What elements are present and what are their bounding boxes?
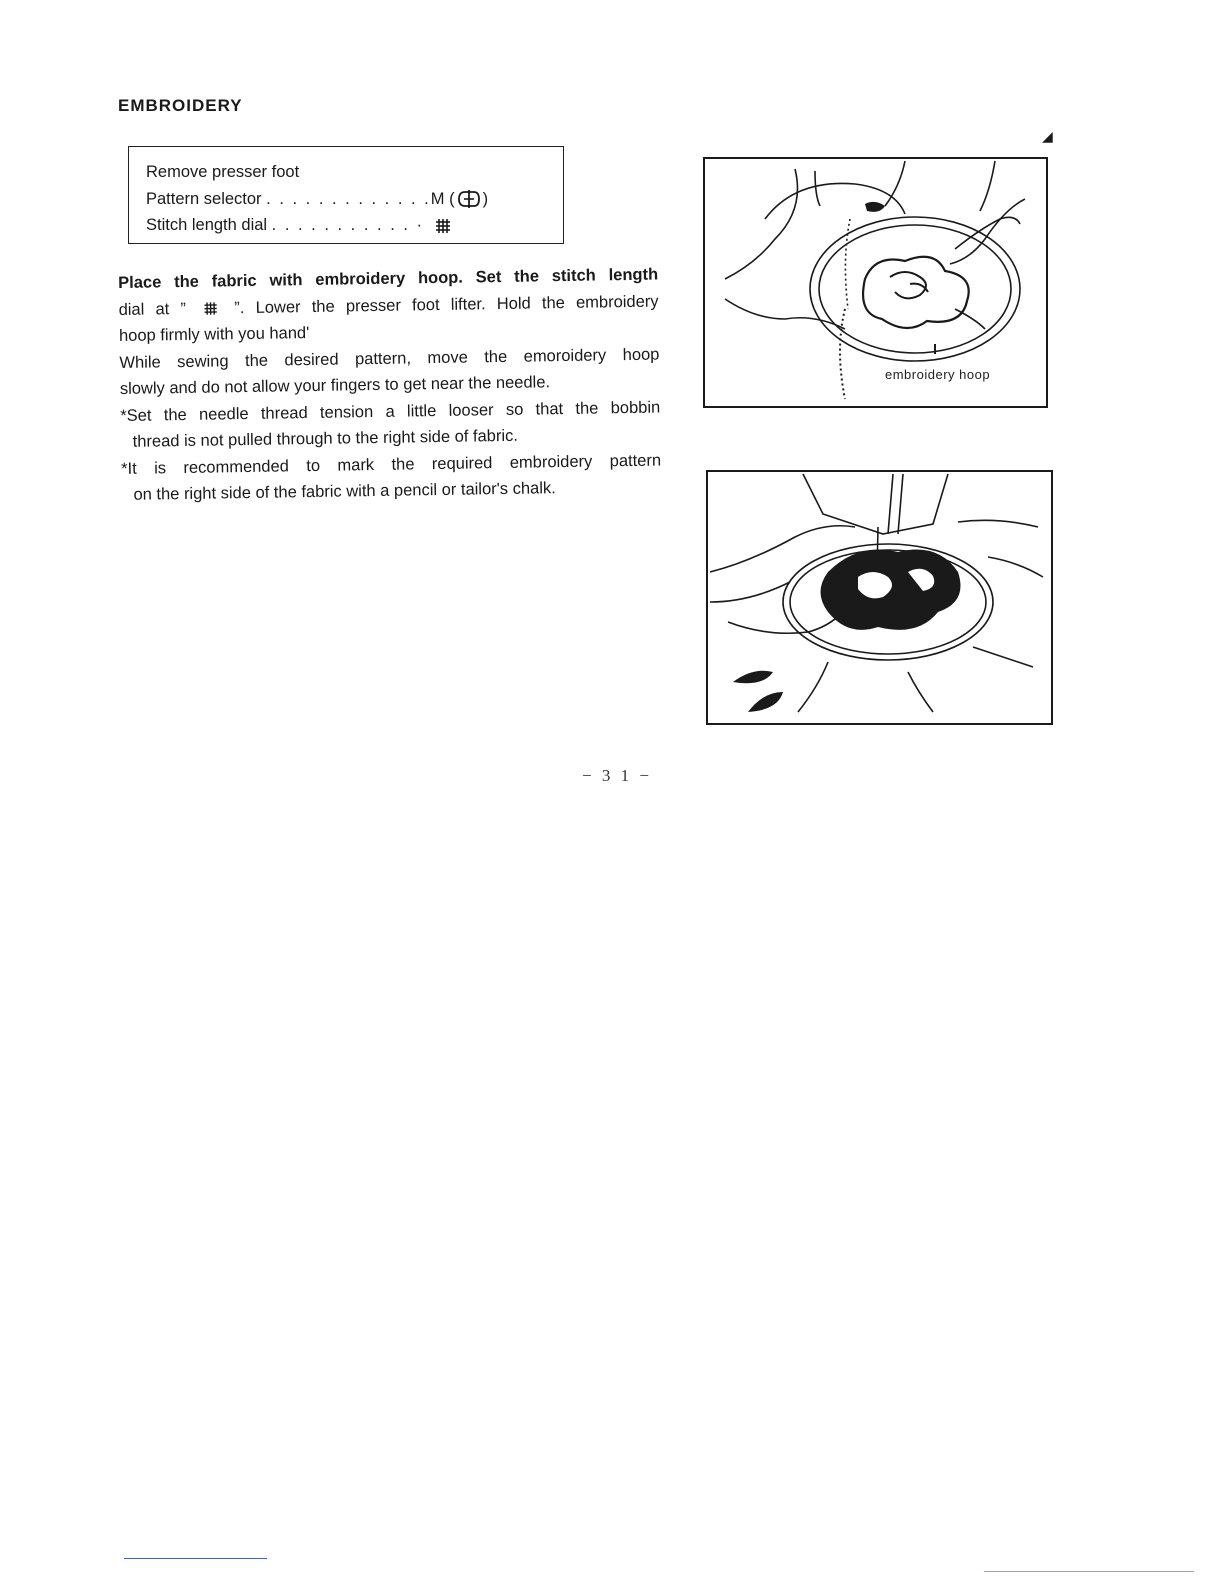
footer-rule-left bbox=[124, 1558, 267, 1559]
note-line: on the right side of the fabric with a pencil or tailor's chalk. bbox=[133, 479, 556, 504]
note-line: *Set the needle thread tension a little looser so that the bobbin bbox=[120, 398, 661, 425]
machine-illustration bbox=[708, 472, 1051, 723]
note-line: *It is recommended to mark the required embroidery pattern bbox=[120, 450, 662, 478]
instruction-line: hoop firmly with you hand' bbox=[118, 324, 310, 345]
instruction-line: While sewing the desired pattern, move the emoroidery hoop bbox=[119, 345, 660, 372]
pattern-selector-value-end: ) bbox=[482, 189, 489, 208]
setting-stitch-length bbox=[146, 212, 563, 239]
setting-pattern-selector bbox=[146, 186, 563, 213]
instruction-lead: Place the fabric with embroidery hoop. Set the stitch length bbox=[118, 265, 659, 292]
note-line: thread is not pulled through to the right side of fabric. bbox=[132, 426, 519, 451]
figure-caption: embroidery hoop bbox=[885, 367, 991, 382]
stitch-hash-icon bbox=[203, 302, 217, 316]
instruction-line: slowly and do not allow your fingers to get near the needle. bbox=[119, 373, 551, 398]
stitch-length-dots: . . . . . . . . . . . · bbox=[271, 216, 425, 234]
pattern-m-icon bbox=[457, 190, 481, 208]
scan-mark: ◢ bbox=[1042, 128, 1053, 144]
hoop-illustration bbox=[705, 159, 1046, 406]
page-heading: EMBROIDERY bbox=[118, 96, 243, 115]
footer-rule-right bbox=[984, 1571, 1194, 1572]
pattern-selector-label: Pattern selector bbox=[146, 189, 262, 208]
stitch-hash-icon bbox=[435, 218, 451, 234]
figure-hoop-hands bbox=[703, 157, 1048, 408]
stitch-length-label: Stitch length dial bbox=[146, 216, 268, 234]
instruction-text-part: dial at ” bbox=[118, 299, 187, 319]
figure-machine-embroidery bbox=[706, 470, 1053, 725]
instruction-text-part: ”. Lower the presser foot lifter. Hold the embroidery bbox=[234, 292, 659, 317]
instructions-text bbox=[118, 262, 662, 509]
page-number: − 3 1 − bbox=[582, 766, 652, 785]
pattern-selector-value: M ( bbox=[430, 189, 455, 208]
setting-remove-foot-label: Remove presser foot bbox=[146, 163, 300, 181]
setting-remove-foot bbox=[146, 159, 563, 186]
pattern-selector-dots: . . . . . . . . . . . . . bbox=[266, 189, 431, 208]
settings-box bbox=[128, 146, 564, 244]
